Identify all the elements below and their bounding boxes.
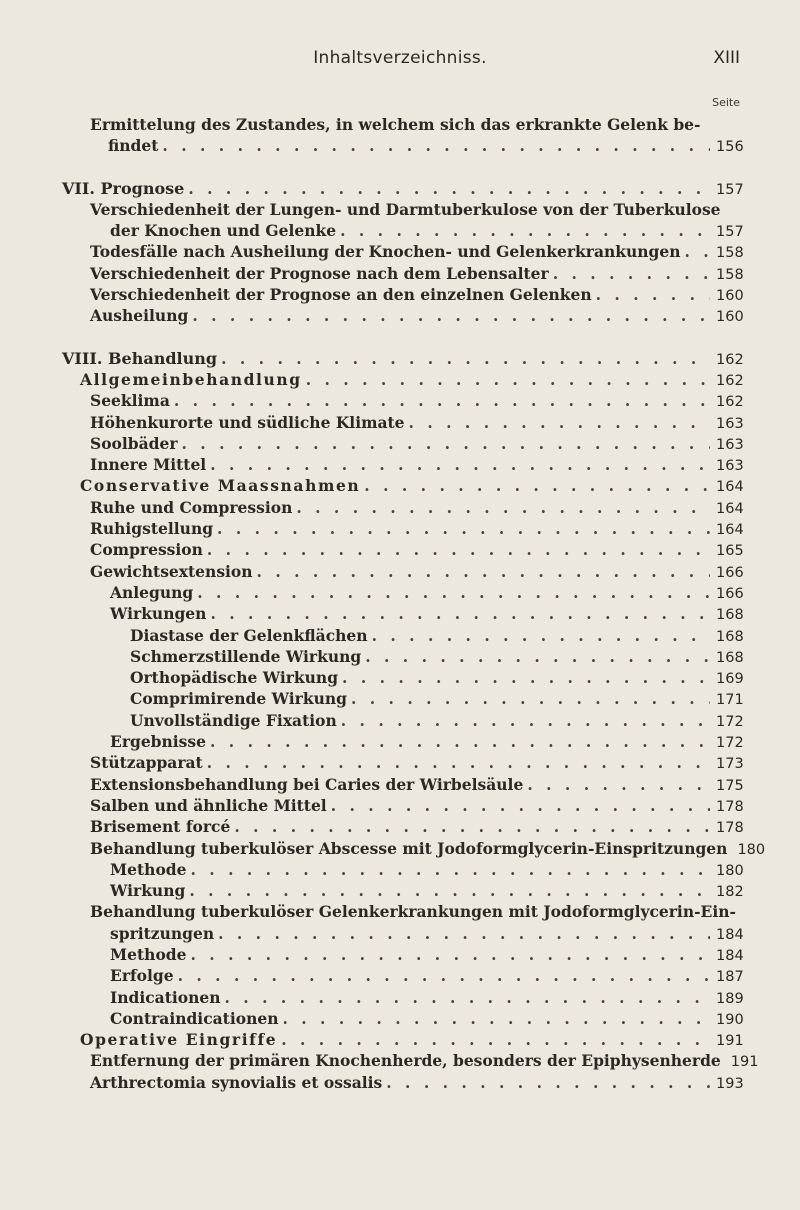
entry-title: Unvollständige Fixation [130,710,337,730]
toc-entry [0,838,800,859]
toc-entry [0,923,800,944]
toc-entry [0,475,800,496]
toc-entry [0,1008,800,1029]
toc-entry [0,114,800,135]
entry-title: Arthrectomia synovialis et ossalis [90,1072,383,1092]
entry-title: Wirkung [110,881,186,901]
entry-title: spritzungen [110,923,215,943]
dot-leader [257,561,710,582]
entry-title: Salben und ähnliche Mittel [90,795,327,815]
toc-entry [0,433,800,454]
entry-page-number: 182 [716,884,744,901]
entry-title: VII. Prognose [62,178,185,198]
entry-title: Gewichtsextension [90,561,253,581]
dot-leader [221,348,710,369]
toc-entry [0,369,800,390]
toc-entry [0,667,800,688]
entry-title: Contraindicationen [110,1008,279,1028]
toc-entry [0,220,800,241]
running-title: Inhaltsverzeichniss. [313,48,487,68]
entry-title: Methode [110,944,187,964]
dot-leader [189,880,710,901]
entry-title: Brisement forcé [90,817,231,837]
toc-entry [0,646,800,667]
toc-entry [0,390,800,411]
entry-page-number: 158 [716,266,744,283]
entry-page-number: 172 [716,735,744,752]
toc-entry [0,582,800,603]
entry-page-number: 160 [716,288,744,305]
toc-entry [0,199,800,220]
entry-title: Seeklima [90,391,170,411]
toc-entry [0,816,800,837]
entry-page-number: 158 [716,245,744,262]
entry-title: Allgemeinbehandlung [80,369,302,389]
toc-entry [0,241,800,262]
toc-entry [0,965,800,986]
dot-leader [182,433,710,454]
entry-page-number: 164 [716,479,744,496]
toc-entry [0,561,800,582]
entry-title: Ergebnisse [110,732,206,752]
dot-leader [342,667,710,688]
toc-entry [0,1072,800,1093]
entry-page-number: 173 [716,756,744,773]
dot-leader [409,412,710,433]
entry-title: Ruhe und Compression [90,497,293,517]
entry-page-number: 193 [716,1075,744,1092]
entry-title: Behandlung tuberkulöser Gelenkerkrankungen mit Jodoformglycerin-Ein- [90,902,736,922]
entry-title: Compression [90,540,203,560]
toc-entry [0,263,800,284]
entry-page-number: 180 [737,841,766,858]
entry-page-number: 160 [716,309,744,326]
toc-entry [0,774,800,795]
dot-leader [192,305,710,326]
chapter-entry [0,348,800,369]
entry-title: Diastase der Gelenkflächen [130,625,368,645]
dot-leader [210,454,710,475]
entry-page-number: 156 [716,139,744,156]
entry-page-number: 163 [716,415,744,432]
toc-entry [0,412,800,433]
entry-title: Indicationen [110,987,221,1007]
entry-page-number: 184 [716,926,744,943]
entry-page-number: 165 [716,543,744,560]
dot-leader [178,965,710,986]
dot-leader [188,178,710,199]
dot-leader [553,263,710,284]
dot-leader [596,284,710,305]
entry-page-number: 191 [730,1054,759,1071]
entry-page-number: 163 [716,436,744,453]
page-number: XIII [713,48,740,68]
dot-leader [306,369,710,390]
toc-entry [0,901,800,922]
entry-page-number: 162 [716,372,744,389]
toc-entry [0,752,800,773]
entry-title: Ausheilung [90,306,189,326]
dot-leader [296,497,710,518]
table-of-contents [0,114,800,1093]
entry-title: Entfernung der primären Knochenherde, besonders der Epiphysenherde [90,1051,721,1071]
entry-page-number: 157 [716,224,744,241]
dot-leader [331,795,710,816]
entry-page-number: 162 [716,394,744,411]
entry-title: Behandlung tuberkulöser Abscesse mit Jodoformglycerin-Einspritzungen [90,838,728,858]
dot-leader [218,923,710,944]
dot-leader [191,944,711,965]
entry-title: Verschiedenheit der Lungen- und Darmtuberkulose von der Tuberkulose [90,199,721,219]
toc-entry [0,688,800,709]
toc-entry [0,987,800,1008]
toc-entry [0,539,800,560]
toc-entry [0,880,800,901]
entry-page-number: 187 [716,969,744,986]
entry-title: Operative Eingriffe [80,1030,278,1050]
entry-title: Comprimirende Wirkung [130,689,347,709]
entry-title: Extensionsbehandlung bei Caries der Wirbelsäule [90,774,524,794]
page-header [0,48,800,74]
entry-title: Methode [110,859,187,879]
dot-leader [351,688,710,709]
toc-entry [0,1050,800,1071]
entry-page-number: 191 [716,1033,744,1050]
entry-title: Soolbäder [90,433,178,453]
toc-entry [0,944,800,965]
toc-entry [0,1029,800,1050]
entry-page-number: 171 [716,692,744,709]
dot-leader [340,220,710,241]
dot-leader [527,774,710,795]
toc-entry [0,305,800,326]
dot-leader [197,582,710,603]
entry-title: Anlegung [110,582,194,602]
section-gap [0,157,800,178]
entry-page-number: 157 [716,181,744,198]
entry-page-number: 178 [716,798,744,815]
entry-title: VIII. Behandlung [62,348,218,368]
entry-page-number: 166 [716,585,744,602]
dot-leader [225,987,710,1008]
dot-leader [282,1008,710,1029]
entry-title: Stützapparat [90,753,203,773]
entry-title: Verschiedenheit der Prognose an den einzelnen Gelenken [90,285,592,305]
entry-page-number: 168 [716,649,744,666]
entry-page-number: 166 [716,564,744,581]
entry-title: Ruhigstellung [90,519,214,539]
toc-entry [0,454,800,475]
toc-entry [0,518,800,539]
dot-leader [162,135,710,156]
entry-title: Todesfälle nach Ausheilung der Knochen- und Gelenkerkrankungen [90,242,681,262]
entry-page-number: 168 [716,607,744,624]
toc-entry [0,859,800,880]
toc-entry [0,731,800,752]
chapter-entry [0,178,800,199]
toc-entry [0,625,800,646]
entry-title: Schmerzstillende Wirkung [130,646,362,666]
dot-leader [281,1029,710,1050]
dot-leader [365,646,710,667]
dot-leader [386,1072,710,1093]
dot-leader [207,539,710,560]
dot-leader [210,731,710,752]
entry-title: Wirkungen [110,604,207,624]
entry-page-number: 172 [716,713,744,730]
dot-leader [191,859,711,880]
toc-entry [0,603,800,624]
entry-title: Erfolge [110,966,174,986]
dot-leader [364,475,710,496]
entry-title: Innere Mittel [90,455,207,475]
entry-title: Conservative Maassnahmen [80,476,361,496]
dot-leader [341,710,710,731]
entry-page-number: 189 [716,990,744,1007]
entry-title: Verschiedenheit der Prognose nach dem Lebensalter [90,263,549,283]
entry-page-number: 163 [716,458,744,475]
entry-title: Höhenkurorte und südliche Klimate [90,412,405,432]
entry-page-number: 164 [716,500,744,517]
entry-page-number: 184 [716,947,744,964]
entry-page-number: 180 [716,862,744,879]
toc-entry [0,795,800,816]
entry-title: Ermittelung des Zustandes, in welchem sich das erkrankte Gelenk be- [90,115,701,134]
entry-page-number: 178 [716,820,744,837]
dot-leader [207,752,710,773]
entry-page-number: 164 [716,522,744,539]
entry-title: findet [108,136,159,156]
dot-leader [372,625,710,646]
entry-title: der Knochen und Gelenke [110,221,337,241]
dot-leader [174,390,710,411]
seite-column-label: Seite [712,96,740,109]
entry-page-number: 190 [716,1011,744,1028]
dot-leader [685,241,710,262]
section-gap [0,327,800,348]
dot-leader [210,603,710,624]
entry-page-number: 169 [716,671,744,688]
entry-page-number: 168 [716,628,744,645]
toc-entry [0,497,800,518]
toc-entry [0,710,800,731]
toc-entry [0,135,800,156]
entry-title: Orthopädische Wirkung [130,668,339,688]
dot-leader [217,518,710,539]
entry-page-number: 175 [716,777,744,794]
toc-entry [0,284,800,305]
dot-leader [234,816,710,837]
entry-page-number: 162 [716,351,744,368]
